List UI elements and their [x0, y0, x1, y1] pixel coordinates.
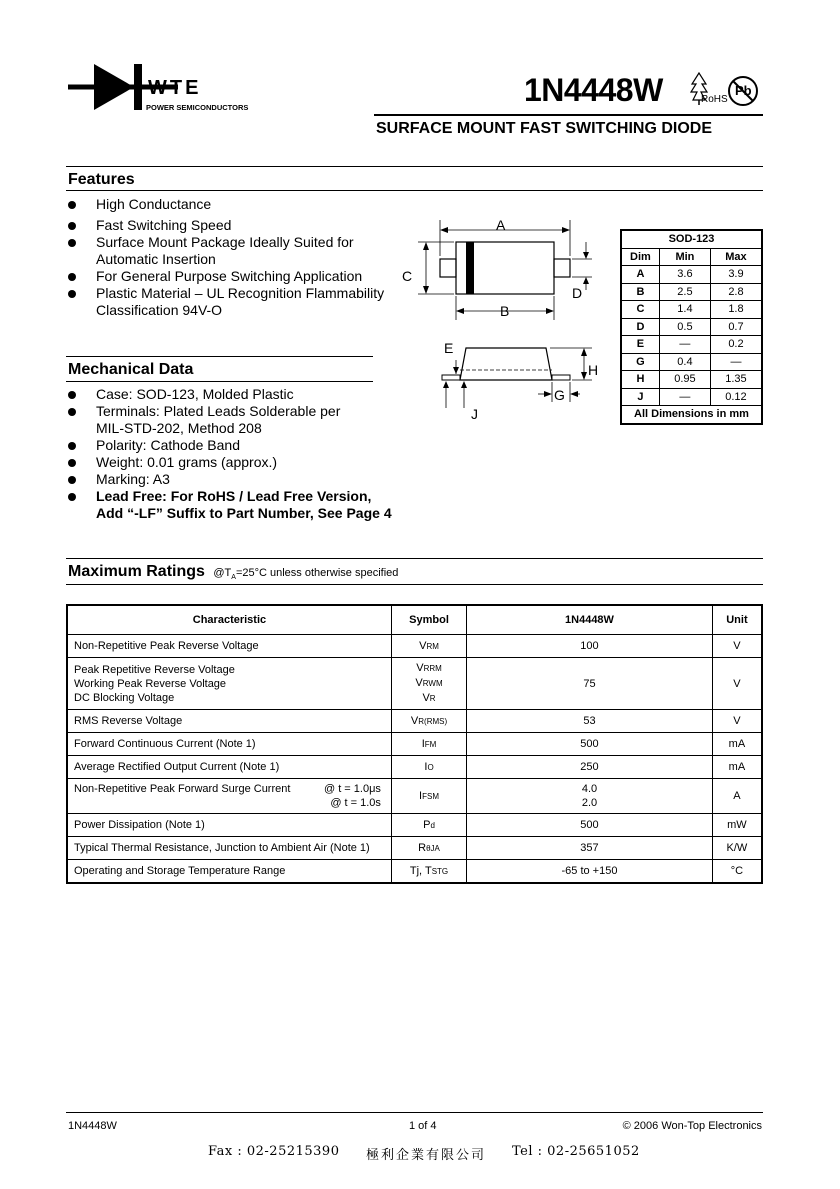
characteristic-cell: RMS Reverse Voltage: [67, 710, 391, 733]
features-top-rule: [66, 166, 763, 167]
characteristic-cell: Forward Continuous Current (Note 1): [67, 733, 391, 756]
condition-subscript: A: [231, 574, 236, 582]
table-cell: 0.7: [710, 318, 762, 336]
value-cell: [467, 779, 713, 814]
symbol-sub: θJA: [426, 844, 440, 853]
value-cell: 500: [467, 733, 713, 756]
symbol-cell: [391, 635, 466, 658]
table-cell: 3.6: [659, 266, 710, 284]
table-cell: 0.2: [710, 336, 762, 354]
table-cell: 1.4: [659, 301, 710, 319]
list-item: [66, 488, 426, 522]
symbol-main: I: [424, 761, 428, 773]
package-diagram: [396, 212, 608, 428]
symbol-sub: O: [427, 763, 434, 772]
ratings-table: [66, 604, 763, 884]
value-cell: -65 to +150: [467, 860, 713, 883]
table-cell: 2.8: [710, 283, 762, 301]
unit-cell: V: [712, 710, 762, 733]
value-cell: 53: [467, 710, 713, 733]
table-cell: B: [621, 283, 659, 301]
table-cell: —: [659, 336, 710, 354]
mechanical-text: Marking: A3: [96, 471, 170, 487]
symbol-main: V: [410, 715, 419, 727]
mechanical-text: Polarity: Cathode Band: [96, 437, 240, 453]
tel-number: Tel : 02-25651052: [512, 1144, 640, 1159]
characteristic-cell: Non-Repetitive Peak Reverse Voltage: [67, 635, 391, 658]
condition-line: @ t = 1.0μs: [323, 783, 381, 795]
symbol-line: [398, 691, 460, 706]
symbol-main: V: [415, 677, 423, 689]
table-row: [621, 371, 762, 389]
list-item: [66, 454, 426, 471]
unit-cell: V: [712, 635, 762, 658]
symbol-main: R: [418, 842, 427, 854]
feature-text: High Conductance: [96, 196, 212, 212]
table-cell: G: [621, 353, 659, 371]
ratings-heading: [68, 563, 398, 581]
column-header: Unit: [712, 605, 762, 635]
table-row: [67, 860, 762, 883]
characteristic-line: Non-Repetitive Peak Forward Surge Current: [74, 783, 291, 795]
dim-label-b: B: [500, 303, 510, 319]
table-cell: 0.95: [659, 371, 710, 389]
column-header: Max: [710, 248, 762, 266]
dimension-table: [620, 229, 763, 425]
unit-cell: °C: [712, 860, 762, 883]
rohs-label: RoHS: [701, 94, 728, 105]
feature-text: Plastic Material – UL Recognition Flammability: [96, 285, 385, 301]
symbol-cell: [391, 733, 466, 756]
table-row: [621, 336, 762, 354]
mechanical-title: Mechanical Data: [68, 361, 194, 378]
fax-number: Fax : 02-25215390: [208, 1144, 340, 1159]
table-row: [67, 814, 762, 837]
symbol-main: Tj, T: [409, 864, 432, 877]
unit-cell: mA: [712, 756, 762, 779]
symbol-line: [398, 676, 460, 691]
feature-text: Surface Mount Package Ideally Suited for: [96, 234, 354, 250]
value-cell: 75: [467, 658, 713, 710]
table-row: [621, 301, 762, 319]
dim-label-c: C: [402, 268, 413, 284]
mechanical-text: Lead Free: For RoHS / Lead Free Version,: [96, 488, 372, 504]
rohs-mark: [690, 72, 728, 108]
column-header: Dim: [621, 248, 659, 266]
characteristic-cell: Typical Thermal Resistance, Junction to Ambient Air (Note 1): [67, 837, 391, 860]
mechanical-bottom-rule: [66, 381, 373, 382]
characteristic-cell: [67, 779, 391, 814]
ratings-bottom-rule: [66, 584, 763, 585]
list-item: [66, 234, 396, 268]
list-item: [66, 217, 396, 234]
value-cell: 250: [467, 756, 713, 779]
symbol-sub: RM: [426, 642, 439, 651]
feature-text: Classification 94V-O: [96, 302, 223, 318]
symbol-line: [398, 661, 460, 676]
mechanical-list: [66, 386, 426, 522]
package-outline-drawing: [396, 212, 608, 428]
mechanical-text: Case: SOD-123, Molded Plastic: [96, 386, 294, 402]
symbol-main: I: [419, 790, 423, 802]
mechanical-text: Weight: 0.01 grams (approx.): [96, 454, 278, 470]
table-cell: 0.12: [710, 388, 762, 406]
table-row: [67, 837, 762, 860]
table-cell: —: [710, 353, 762, 371]
condition-suffix: =25°C unless otherwise specified: [235, 567, 399, 579]
table-row: [67, 658, 762, 710]
table-cell: 1.8: [710, 301, 762, 319]
value-cell: 357: [467, 837, 713, 860]
list-item: [66, 196, 396, 213]
condition-line: @ t = 1.0s: [330, 797, 381, 809]
table-row: [621, 353, 762, 371]
characteristic-cell: Power Dissipation (Note 1): [67, 814, 391, 837]
table-row: [621, 318, 762, 336]
table-cell: 3.9: [710, 266, 762, 284]
mechanical-text: MIL-STD-202, Method 208: [96, 420, 262, 436]
symbol-main: V: [416, 662, 424, 674]
list-item: [66, 386, 426, 403]
mechanical-top-rule: [66, 356, 373, 357]
ratings-top-rule: [66, 558, 763, 559]
feature-text: For General Purpose Switching Application: [96, 268, 363, 284]
list-item: [66, 268, 396, 285]
symbol-cell: [391, 658, 466, 710]
unit-cell: mW: [712, 814, 762, 837]
footer-copyright: © 2006 Won-Top Electronics: [622, 1120, 762, 1132]
symbol-sub: STG: [431, 866, 449, 876]
table-row: [621, 283, 762, 301]
condition-prefix: @T: [213, 567, 232, 579]
table-cell: J: [621, 388, 659, 406]
feature-text: Fast Switching Speed: [96, 217, 232, 233]
company-name: 極利企業有限公司: [366, 1148, 487, 1163]
symbol-sub: R: [429, 694, 436, 703]
ratings-title: Maximum Ratings: [68, 563, 205, 580]
value-cell: 500: [467, 814, 713, 837]
column-header: 1N4448W: [467, 605, 713, 635]
symbol-cell: [391, 837, 466, 860]
table-row: [621, 266, 762, 284]
table-cell: —: [659, 388, 710, 406]
symbol-cell: [391, 814, 466, 837]
symbol-cell: [391, 756, 466, 779]
features-title: Features: [68, 171, 135, 188]
table-row: [67, 756, 762, 779]
characteristic-line: Peak Repetitive Reverse Voltage: [74, 663, 235, 676]
table-row: [67, 733, 762, 756]
unit-cell: A: [712, 779, 762, 814]
symbol-cell: [391, 779, 466, 814]
table-cell: H: [621, 371, 659, 389]
value-cell: 100: [467, 635, 713, 658]
pb-free-mark: [727, 75, 759, 107]
package-name: SOD-123: [621, 230, 762, 248]
dimension-note: All Dimensions in mm: [621, 406, 762, 424]
brand-name: WTE: [148, 77, 202, 99]
characteristic-line: DC Blocking Voltage: [74, 691, 175, 704]
features-bottom-rule: [66, 190, 763, 191]
unit-cell: V: [712, 658, 762, 710]
table-cell: D: [621, 318, 659, 336]
part-number: 1N4448W: [524, 72, 663, 108]
symbol-cell: [391, 860, 466, 883]
table-row: [67, 710, 762, 733]
dim-label-d: D: [572, 285, 583, 301]
symbol-cell: [391, 710, 466, 733]
characteristic-cell: Operating and Storage Temperature Range: [67, 860, 391, 883]
symbol-sub: FSM: [422, 792, 439, 801]
footer-rule: [66, 1112, 763, 1113]
table-row: [621, 388, 762, 406]
value-line: 4.0: [581, 783, 598, 795]
table-cell: 2.5: [659, 283, 710, 301]
page-subtitle: SURFACE MOUNT FAST SWITCHING DIODE: [376, 120, 712, 137]
characteristic-line: Working Peak Reverse Voltage: [74, 677, 227, 690]
table-cell: C: [621, 301, 659, 319]
symbol-sub: FM: [424, 740, 437, 749]
unit-cell: K/W: [712, 837, 762, 860]
symbol-sub: RWM: [422, 679, 443, 688]
symbol-sub: R(RMS): [418, 717, 448, 726]
list-item: [66, 471, 426, 488]
surge-conditions: [324, 782, 381, 810]
brand-subtitle: POWER SEMICONDUCTORS: [146, 103, 249, 112]
column-header: Symbol: [391, 605, 466, 635]
mechanical-text: Add “-LF” Suffix to Part Number, See Page 4: [96, 505, 392, 521]
feature-text: Automatic Insertion: [96, 251, 216, 267]
list-item: [66, 285, 396, 319]
ratings-condition: [213, 567, 399, 582]
symbol-sub: d: [430, 821, 435, 830]
table-cell: 1.35: [710, 371, 762, 389]
symbol-sub: RRM: [423, 664, 442, 673]
symbol-main: V: [419, 640, 427, 652]
symbol-main: V: [422, 692, 430, 704]
column-header: Min: [659, 248, 710, 266]
pb-label: Pb: [735, 83, 752, 98]
symbol-main: P: [423, 819, 431, 831]
dim-label-h: H: [588, 362, 599, 378]
table-cell: A: [621, 266, 659, 284]
value-line: 2.0: [581, 797, 598, 809]
dim-label-a: A: [496, 217, 506, 233]
footer-page-number: 1 of 4: [409, 1120, 437, 1132]
characteristic-cell: Average Rectified Output Current (Note 1): [67, 756, 391, 779]
symbol-main: I: [421, 738, 425, 750]
list-item: [66, 437, 426, 454]
dim-label-j: J: [471, 406, 478, 422]
characteristic-cell: [67, 658, 391, 710]
dim-label-e: E: [444, 340, 454, 356]
footer-part-number: 1N4448W: [68, 1120, 117, 1132]
table-cell: E: [621, 336, 659, 354]
table-cell: 0.4: [659, 353, 710, 371]
table-row: [67, 635, 762, 658]
table-cell: 0.5: [659, 318, 710, 336]
features-list: [66, 196, 396, 319]
table-row: [67, 779, 762, 814]
header-rule: [374, 114, 763, 116]
dim-label-g: G: [554, 387, 565, 403]
list-item: [66, 403, 426, 437]
unit-cell: mA: [712, 733, 762, 756]
column-header: Characteristic: [67, 605, 391, 635]
mechanical-text: Terminals: Plated Leads Solderable per: [96, 403, 341, 419]
